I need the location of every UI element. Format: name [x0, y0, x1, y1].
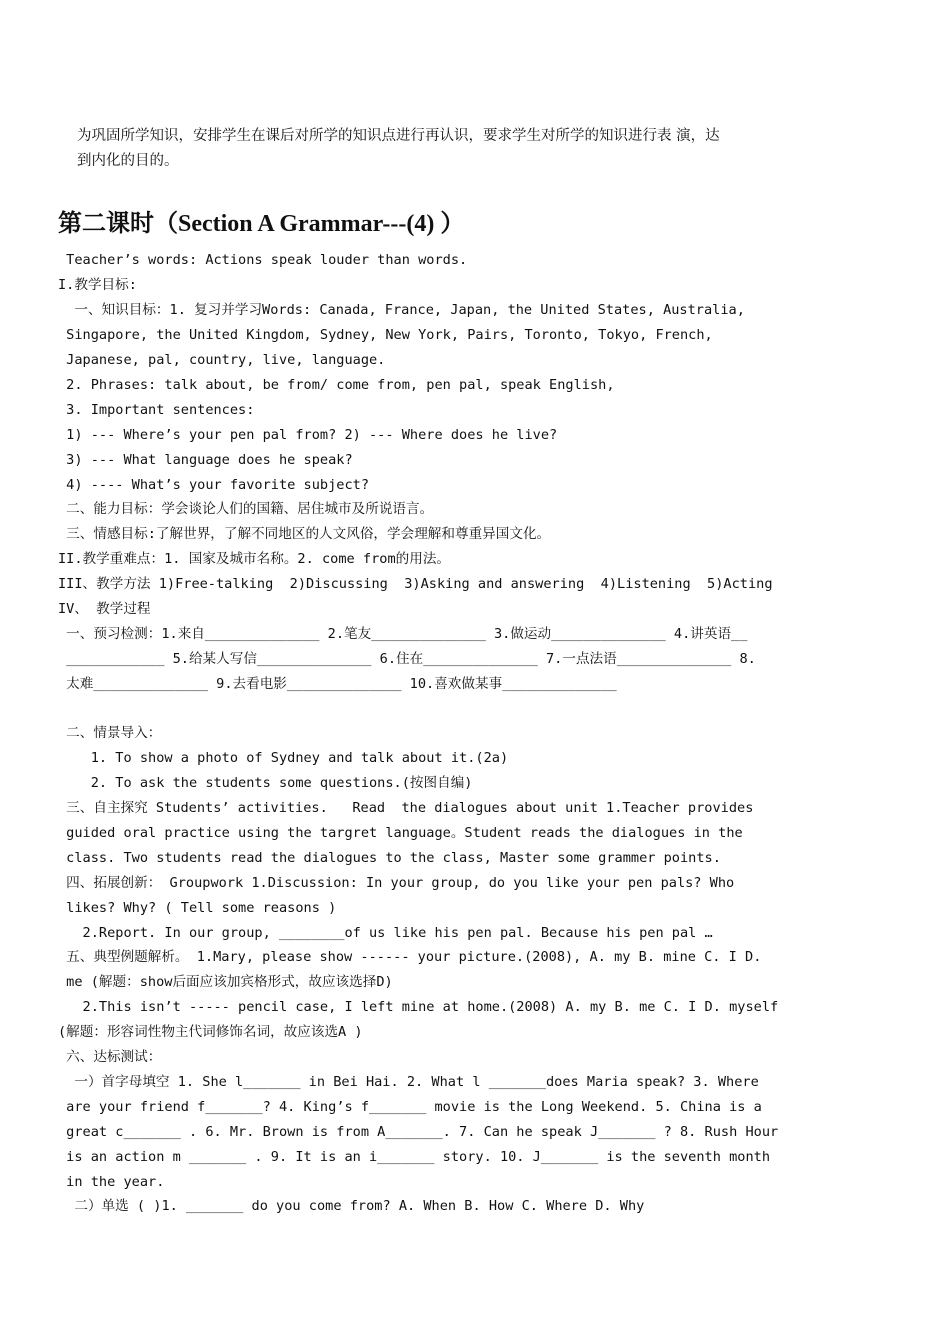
text-line: Singapore, the United Kingdom, Sydney, New York, Pairs, Toronto, Tokyo, French, [58, 327, 713, 343]
text-line: IV、 教学过程 [58, 601, 151, 617]
text-line: Japanese, pal, country, live, language. [58, 352, 386, 368]
text-line: great c_______ . 6. Mr. Brown is from A_______. 7. Can he speak J_______ ? 8. Rush Hour [58, 1124, 779, 1140]
intro-line-1: 为巩固所学知识，安排学生在课后对所学的知识点进行再认识，要求学生对所学的知识进行表 演，达 [77, 128, 720, 144]
text-line: 一、预习检测：1.来自______________ 2.笔友______________ 3.做运动______________ 4.讲英语__ [58, 626, 748, 642]
text-line: 3. Important sentences: [58, 402, 255, 418]
text-line: I.教学目标: [58, 277, 137, 293]
text-line: are your friend f_______? 4. King’s f_______ movie is the Long Weekend. 5. China is a [58, 1099, 762, 1115]
text-line: (解题：形容词性物主代词修饰名词，故应该选A ) [58, 1024, 363, 1040]
intro-line-2: 到内化的目的。 [77, 153, 179, 169]
text-line: 二、情景导入： [58, 725, 162, 741]
text-line: in the year. [58, 1174, 165, 1190]
text-line: 一、知识目标：1. 复习并学习Words: Canada, France, Japan, the United States, Australia, [58, 302, 745, 318]
text-line: 四、拓展创新： Groupwork 1.Discussion: In your group, do you like your pen pals? Who [58, 875, 735, 891]
text-line: 三、自主探究 Students’ activities. Read the dialogues about unit 1.Teacher provides [58, 800, 754, 816]
text-line: II.教学重难点：1. 国家及城市名称。2. come from的用法。 [58, 551, 451, 567]
text-line: me (解题：show后面应该加宾格形式，故应该选择D) [58, 974, 393, 990]
text-line: ____________ 5.给某人写信______________ 6.住在______________ 7.一点法语______________ 8. [58, 651, 756, 667]
text-line: 2.Report. In our group, ________of us like his pen pal. Because his pen pal … [58, 925, 713, 941]
text-line: 2. Phrases: talk about, be from/ come from, pen pal, speak English, [58, 377, 615, 393]
text-line: 太难______________ 9.去看电影______________ 10.喜欢做某事______________ [58, 676, 617, 692]
text-line: 1. To show a photo of Sydney and talk about it.(2a) [58, 750, 509, 766]
text-line: III、教学方法 1)Free-talking 2)Discussing 3)Asking and answering 4)Listening 5)Acting [58, 576, 773, 592]
text-line: 3) --- What language does he speak? [58, 452, 353, 468]
text-line: is an action m _______ . 9. It is an i_______ story. 10. J_______ is the seventh month [58, 1149, 771, 1165]
text-line: guided oral practice using the targret language。Student reads the dialogues in the [58, 825, 743, 841]
text-line: class. Two students read the dialogues to the class, Master some grammer points. [58, 850, 721, 866]
text-line: 1) --- Where’s your pen pal from? 2) --- Where does he live? [58, 427, 558, 443]
text-line: 4) ---- What’s your favorite subject? [58, 477, 369, 493]
text-line: 一）首字母填空 1. She l_______ in Bei Hai. 2. What l _______does Maria speak? 3. Where [58, 1074, 759, 1090]
text-line: 六、达标测试： [58, 1049, 162, 1065]
text-line: 二、能力目标：学会谈论人们的国籍、居住城市及所说语言。 [58, 501, 434, 517]
text-line: 2.This isn’t ----- pencil case, I left mine at home.(2008) A. my B. me C. I D. myself [58, 999, 779, 1015]
text-line: 2. To ask the students some questions.(按图自编) [58, 775, 473, 791]
text-line: 五、典型例题解析。 1.Mary, please show ------ your picture.(2008), A. my B. mine C. I D. [58, 949, 762, 965]
lesson-heading: 第二课时（Section A Grammar---(4) ） [58, 211, 465, 237]
text-line: Teacher’s words: Actions speak louder than words. [58, 252, 468, 268]
text-line: 三、情感目标:了解世界，了解不同地区的人文风俗，学会理解和尊重异国文化。 [58, 526, 551, 542]
text-line: 二）单选 ( )1. _______ do you come from? A. When B. How C. Where D. Why [58, 1198, 645, 1214]
text-line: likes? Why? ( Tell some reasons ) [58, 900, 337, 916]
